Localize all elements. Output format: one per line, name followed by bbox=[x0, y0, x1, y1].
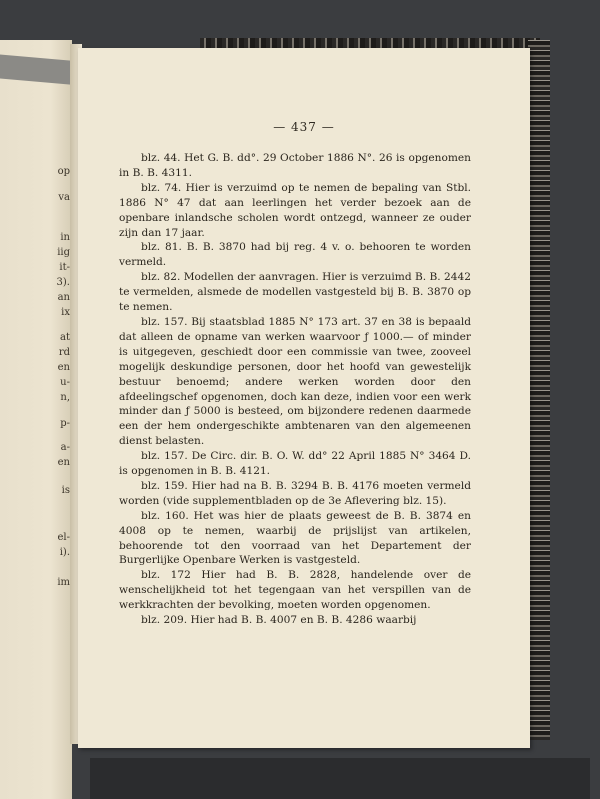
left-fragment: iig bbox=[57, 247, 70, 258]
left-fragment: an bbox=[57, 292, 70, 303]
left-fragment: im bbox=[57, 577, 70, 588]
left-fragment: p- bbox=[60, 418, 70, 429]
entry-paragraph: blz. 172 Hier had B. B. 2828, handelende over de wenschelijkheid tot het tegengaan van het verspillen van de werkkrachten der bevolking, moeten worden opgenomen. bbox=[119, 569, 471, 612]
left-fragment: is bbox=[61, 485, 70, 496]
left-fragment: en bbox=[57, 362, 70, 373]
left-fragment: 3). bbox=[56, 277, 70, 288]
left-fragment: op bbox=[57, 166, 70, 177]
entry-paragraph: blz. 81. B. B. 3870 had bij reg. 4 v. o. behooren te worden vermeld. bbox=[119, 241, 471, 269]
marbled-board-top bbox=[200, 38, 540, 48]
right-page bbox=[78, 48, 530, 748]
entry-paragraph: blz. 74. Hier is verzuimd op te nemen de bepaling van Stbl. 1886 N° 47 dat aan leerlingen het verder bezoek aan de openbare inlandsche scholen wordt ontzegd, wanneer ze ouder zijn dan 17 jaar. bbox=[119, 181, 471, 239]
marbled-board-edge bbox=[528, 40, 550, 740]
entry-paragraph: blz. 159. Hier had na B. B. 3294 B. B. 4176 moeten vermeld worden (vide supplementbladen op de 3e Aflevering blz. 15). bbox=[119, 479, 471, 507]
page-number: — 437 — bbox=[273, 120, 335, 134]
left-fragment: at bbox=[60, 332, 70, 343]
left-fragment: n, bbox=[60, 392, 70, 403]
entry-paragraph: blz. 44. Het G. B. dd°. 29 October 1886 N°. 26 is opgenomen in B. B. 4311. bbox=[119, 152, 471, 179]
left-fragment: u- bbox=[60, 377, 70, 388]
left-fragment: ix bbox=[61, 307, 70, 318]
entry-paragraph: blz. 82. Modellen der aanvragen. Hier is verzuimd B. B. 2442 te vermelden, alsmede de modellen vastgesteld bij B. B. 3870 op te nemen. bbox=[119, 271, 471, 314]
left-fragment: rd bbox=[58, 347, 70, 358]
left-fragment: en bbox=[57, 457, 70, 468]
entry-paragraph: blz. 157. Bij staatsblad 1885 N° 173 art. 37 en 38 is bepaald dat alleen de opname van werken waarvoor ƒ 1000.— of minder is uitgegeven, geschiedt door een commissie van twee, zooveel mogelijk deskundige personen, door het hoofd van gewestelijk bestuur benoemd; andere werken worden door den afdeelingschef opgenomen, doch kan deze, indien voor een werk minder dan ƒ 5000 is besteed, om bijzondere redenen daarmede een der hem ondergeschikte ambtenaren van den algemeenen dienst belasten. bbox=[119, 315, 471, 448]
page-body bbox=[119, 151, 471, 628]
left-fragment: it- bbox=[59, 262, 70, 273]
left-fragment: va bbox=[58, 192, 70, 203]
left-page bbox=[0, 40, 72, 799]
entry-paragraph: blz. 209. Hier had B. B. 4007 en B. B. 4286 waarbij bbox=[141, 614, 417, 627]
entry-paragraph: blz. 160. Het was hier de plaats geweest de B. B. 3874 en 4008 op te nemen, waarbij de prijslijst van artikelen, behoorende tot den voorraad van het Departement der Burgerlijke Openbare Werken is vastgesteld. bbox=[119, 509, 471, 567]
left-page-edge bbox=[0, 55, 72, 86]
scanner-bed-strip bbox=[90, 758, 590, 799]
left-fragment: in bbox=[60, 232, 70, 243]
left-fragment: a- bbox=[60, 442, 70, 453]
left-fragment: i). bbox=[59, 547, 70, 558]
left-fragment: el- bbox=[57, 532, 70, 543]
entry-paragraph: blz. 157. De Circ. dir. B. O. W. dd° 22 April 1885 N° 3464 D. is opgenomen in B. B. 4121. bbox=[119, 450, 471, 478]
